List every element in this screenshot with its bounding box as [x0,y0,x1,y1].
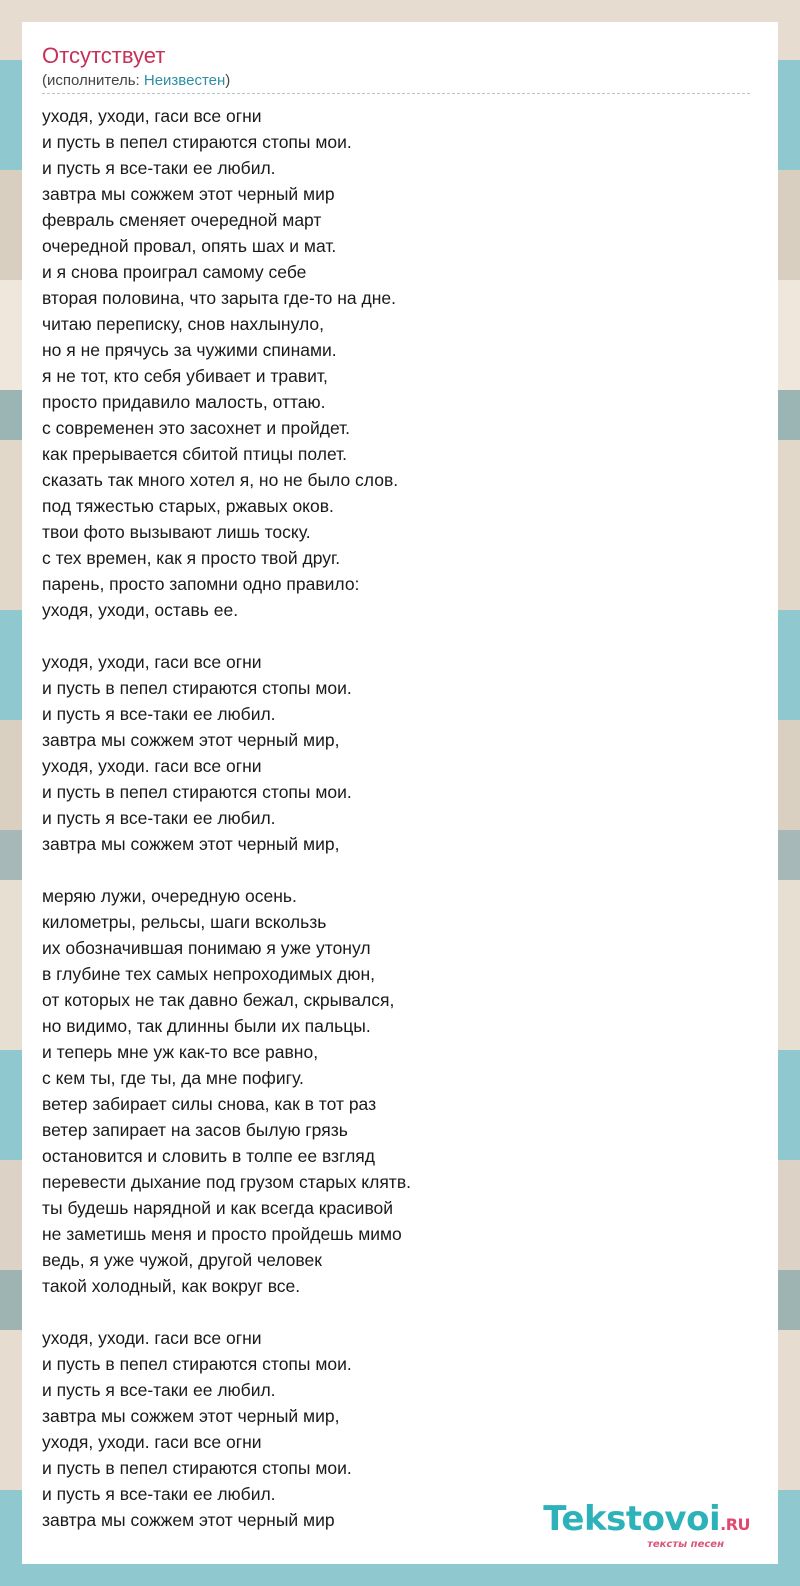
site-logo[interactable] [543,1501,750,1550]
logo-tagline: тексты песен [647,1539,724,1550]
artist-line [42,72,230,90]
logo-wordmark [543,1501,750,1543]
lyrics-text: уходя, уходи, гаси все огни и пусть в пепел стираются стопы мои. и пусть я все-таки ее любил. завтра мы сожжем этот черный мир февраль сменяет очередной март очередной провал, опять шах и мат. и я снова проиграл самому себе вторая половина, что зарыта где-то на дне. читаю переписку, снов нахлынуло, но я не прячусь за чужими спинами. я не тот, кто себя убивает и травит, просто придавило малость, оттаю. с современен это засохнет и пройдет. как прерывается сбитой птицы полет. сказать так много хотел я, но не было слов. под тяжестью старых, ржавых оков. твои фото вызывают лишь тоску. с тех времен, как я просто твой друг. парень, просто запомни одно правило: уходя, уходи, оставь ее. уходя, уходи, гаси все огни и пусть в пепел стираются стопы мои. и пусть я все-таки ее любил. завтра мы сожжем этот черный мир, уходя, уходи. гаси все огни и пусть в пепел стираются стопы мои. и пусть я все-таки ее любил. завтра мы сожжем этот черный мир, меряю лужи, очередную осень. километры, рельсы, шаги вскользь их обозначившая понимаю я уже утонул в глубине тех самых непроходимых дюн, от которых не так давно бежал, скрывался, но видимо, так длинны были их пальцы. и теперь мне уж как-то все равно, с кем ты, где ты, да мне пофигу. ветер забирает силы снова, как в тот раз ветер запирает на засов былую грязь остановится и словить в толпе ее взгляд перевести дыхание под грузом старых клятв. ты будешь нарядной и как всегда красивой не заметишь меня и просто пройдешь мимо ведь, я уже чужой, другой человек такой холодный, как вокруг все. уходя, уходи. гаси все огни и пусть в пепел стираются стопы мои. и пусть я все-таки ее любил. завтра мы сожжем этот черный мир, уходя, уходи. гаси все огни и пусть в пепел стираются стопы мои. и пусть я все-таки ее любил. завтра мы сожжем этот черный мир [42,106,411,1530]
logo-name: Tekstovoi [543,1499,721,1539]
artist-link[interactable]: Неизвестен [143,72,226,89]
divider [42,93,750,94]
artist-suffix: ) [225,72,231,89]
logo-tld: .RU [720,1515,750,1534]
lyrics-panel [22,22,778,1564]
song-title: Отсутствует [42,43,166,68]
artist-prefix: (исполнитель: [42,72,144,89]
